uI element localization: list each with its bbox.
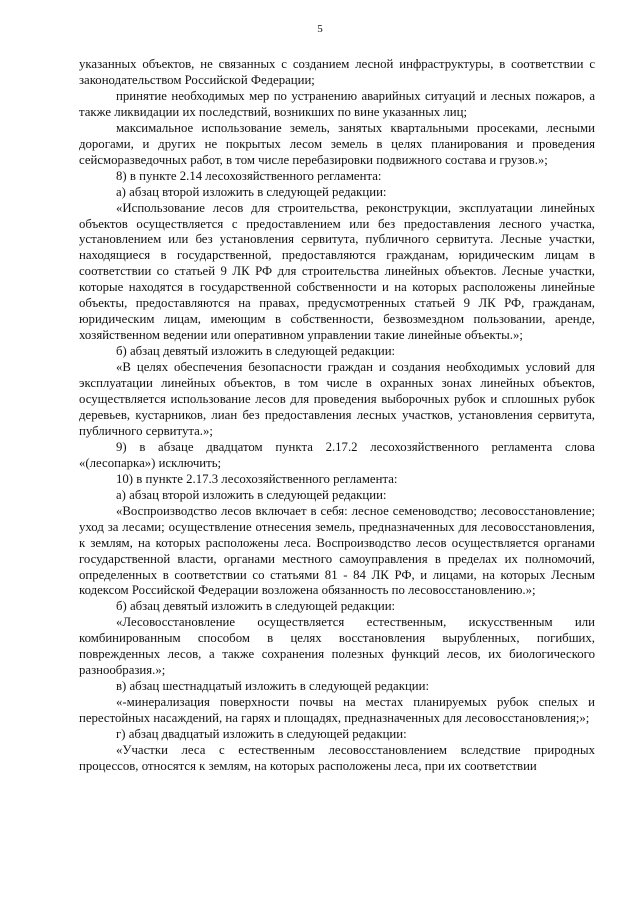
paragraph: «Использование лесов для строительства, реконструкции, эксплуатации линейных объектов осуществляется с предоставлением или без предоставления лесного участка, установлением или без установления сервитута, публичного сервитута. Лесные участки, находящиеся в государственной, предоставляются гражданам, юридическим лицам в соответствии со статьей 9 ЛК РФ для строительства линейных объектов. Лесные участки, которые находятся в государственной собственности и на которых расположены линейные объекты, предоставляются на правах, предусмотренных статьей 9 ЛК РФ, гражданам, юридическим лицам, имеющим в собственности, безвозмездном пользовании, аренде, хозяйственном ведении или оперативном управлении такие линейные объекты.»; — [79, 200, 595, 343]
paragraph: а) абзац второй изложить в следующей редакции: — [116, 487, 387, 502]
paragraph: 8) в пункте 2.14 лесохозяйственного регламента: — [116, 168, 382, 183]
paragraph: «Лесовосстановление осуществляется естественным, искусственным или комбинированным способом в целях восстановления вырубленных, погибших, поврежденных лесов, а также сохранения полезных функций лесов, их биологического разнообразия.»; — [79, 615, 595, 678]
document-body — [79, 57, 595, 775]
paragraph: в) абзац шестнадцатый изложить в следующей редакции: — [116, 679, 430, 694]
paragraph: б) абзац девятый изложить в следующей редакции: — [116, 599, 396, 614]
paragraph: максимальное использование земель, занятых квартальными просеками, лесными дорогами, и других не покрытых лесом земель в целях планирования и проведения сейсморазведочных работ, в том числе перебазировки подвижного состава и грузов.»; — [79, 120, 595, 167]
paragraph: «-минерализация поверхности почвы на местах планируемых рубок спелых и перестойных насаждений, на гарях и площадях, предназначенных для лесовосстановления;»; — [79, 695, 595, 726]
paragraph: «Участки леса с естественным лесовосстановлением вследствие природных процессов, относятся к землям, на которых расположены леса, при их соответствии — [79, 742, 595, 773]
paragraph: указанных объектов, не связанных с созданием лесной инфраструктуры, в соответствии с законодательством Российской Федерации; — [79, 57, 595, 87]
paragraph: а) абзац второй изложить в следующей редакции: — [116, 184, 387, 199]
paragraph: «В целях обеспечения безопасности граждан и создания необходимых условий для эксплуатации линейных объектов, в том числе в охранных зонах линейных объектов, осуществляется использование лесов для проведения выборочных рубок и сплошных рубок деревьев, кустарников, лиан без предоставления лесных участков, установления сервитута, публичного сервитута.»; — [79, 360, 595, 438]
paragraph: 9) в абзаце двадцатом пункта 2.17.2 лесохозяйственного регламента слова «(лесопарка») исключить; — [79, 439, 595, 470]
page-number: 5 — [317, 23, 323, 35]
paragraph: б) абзац девятый изложить в следующей редакции: — [116, 344, 396, 359]
paragraph: принятие необходимых мер по устранению аварийных ситуаций и лесных пожаров, а также ликвидации их последствий, возникших по вине указанных лиц; — [79, 88, 595, 119]
paragraph: «Воспроизводство лесов включает в себя: лесное семеноводство; лесовосстановление; уход за лесами; осуществление отнесения земель, предназначенных для лесовосстановления, к землям, на которых расположены леса. Воспроизводство лесов осуществляется органами государственной власти, органами местного самоуправления в пределах их полномочий, определенных в соответствии со статьями 81 - 84 ЛК РФ, и лицами, на которых Лесным кодексом Российской Федерации возложена обязанность по лесовосстановлению.»; — [79, 503, 595, 598]
paragraph: г) абзац двадцатый изложить в следующей редакции: — [116, 727, 407, 742]
paragraph: 10) в пункте 2.17.3 лесохозяйственного регламента: — [116, 471, 398, 486]
